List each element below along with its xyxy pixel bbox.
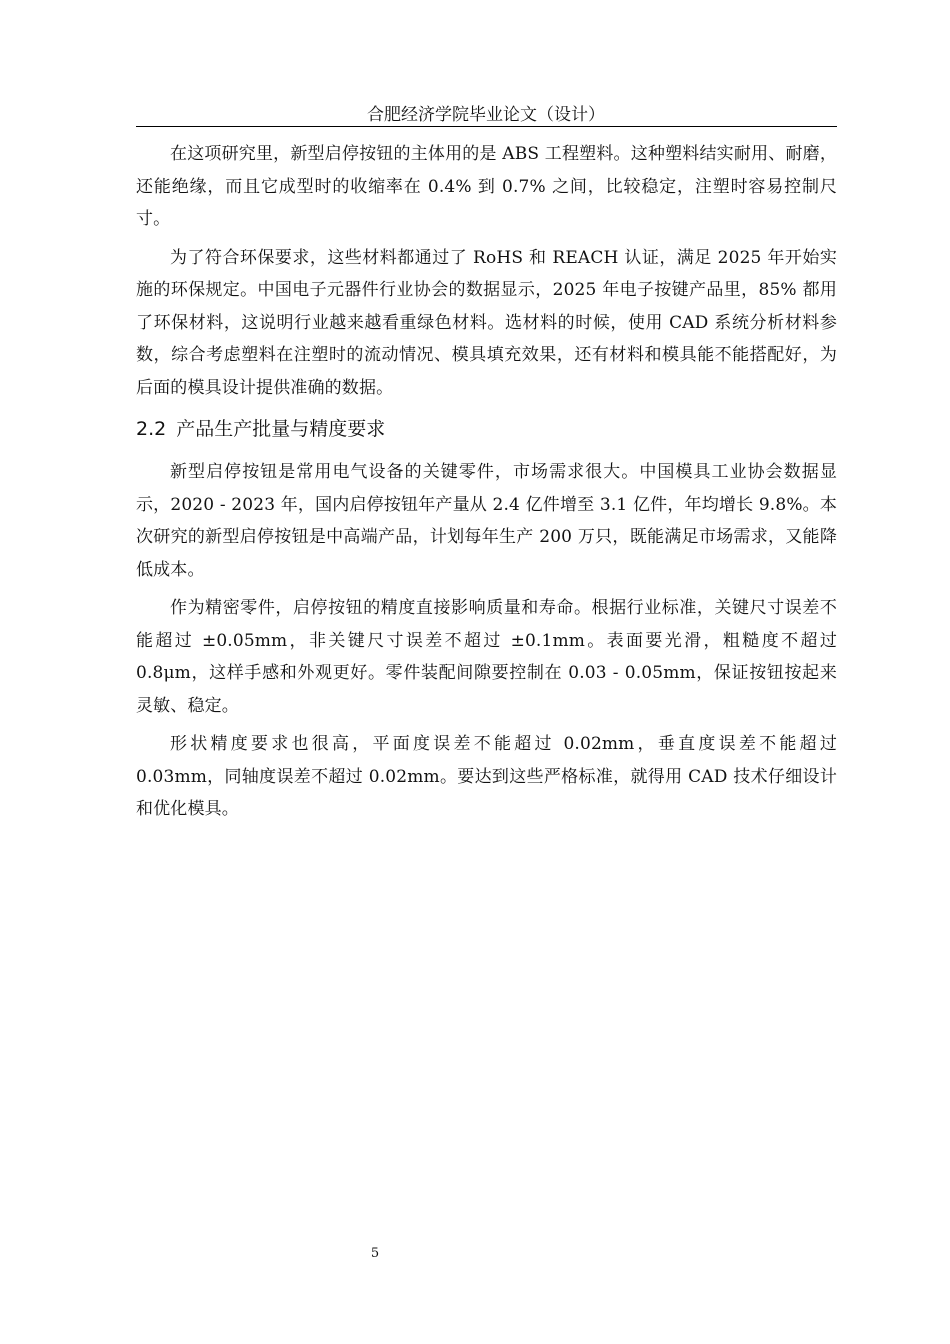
page-body: [136, 138, 837, 832]
header-rule: [136, 126, 837, 127]
section-title: 产品生产批量与精度要求: [176, 418, 386, 440]
section-heading: [136, 414, 837, 444]
paragraph-production-volume: 新型启停按钮是常用电气设备的关键零件，市场需求很大。中国模具工业协会数据显示，2020 - 2023 年，国内启停按钮年产量从 2.4 亿件增至 3.1 亿件，年均增长 9.8%。本次研究的新型启停按钮是中高端产品，计划每年生产 200 万只，既能满足市场需求，又能降低成本。: [136, 462, 837, 580]
paragraph-abs-material: 在这项研究里，新型启停按钮的主体用的是 ABS 工程塑料。这种塑料结实耐用、耐磨，还能绝缘，而且它成型时的收缩率在 0.4% 到 0.7% 之间，比较稳定，注塑时容易控制尺寸。: [136, 144, 837, 229]
paragraph-environmental-compliance: 为了符合环保要求，这些材料都通过了 RoHS 和 REACH 认证，满足 2025 年开始实施的环保规定。中国电子元器件行业协会的数据显示，2025 年电子按键产品里，85% 都用了环保材料，这说明行业越来越看重绿色材料。选材料的时候，使用 CAD 系统分析材料参数，综合考虑塑料在注塑时的流动情况、模具填充效果，还有材料和模具能不能搭配好，为后面的模具设计提供准确的数据。: [136, 247, 837, 398]
paragraph-form-precision: 形状精度要求也很高，平面度误差不能超过 0.02mm，垂直度误差不能超过 0.03mm，同轴度误差不超过 0.02mm。要达到这些严格标准，就得用 CAD 技术仔细设计和优化模具。: [136, 734, 837, 819]
paragraph-dimensional-precision: 作为精密零件，启停按钮的精度直接影响质量和寿命。根据行业标准，关键尺寸误差不能超过 ±0.05mm，非关键尺寸误差不超过 ±0.1mm。表面要光滑，粗糙度不超过 0.8μm，这样手感和外观更好。零件装配间隙要控制在 0.03 - 0.05mm，保证按钮按起来灵敏、稳定。: [136, 598, 837, 716]
running-header: 合肥经济学院毕业论文（设计）: [367, 105, 605, 125]
page-number: 5: [370, 1246, 380, 1261]
section-number: 2.2: [136, 418, 167, 440]
